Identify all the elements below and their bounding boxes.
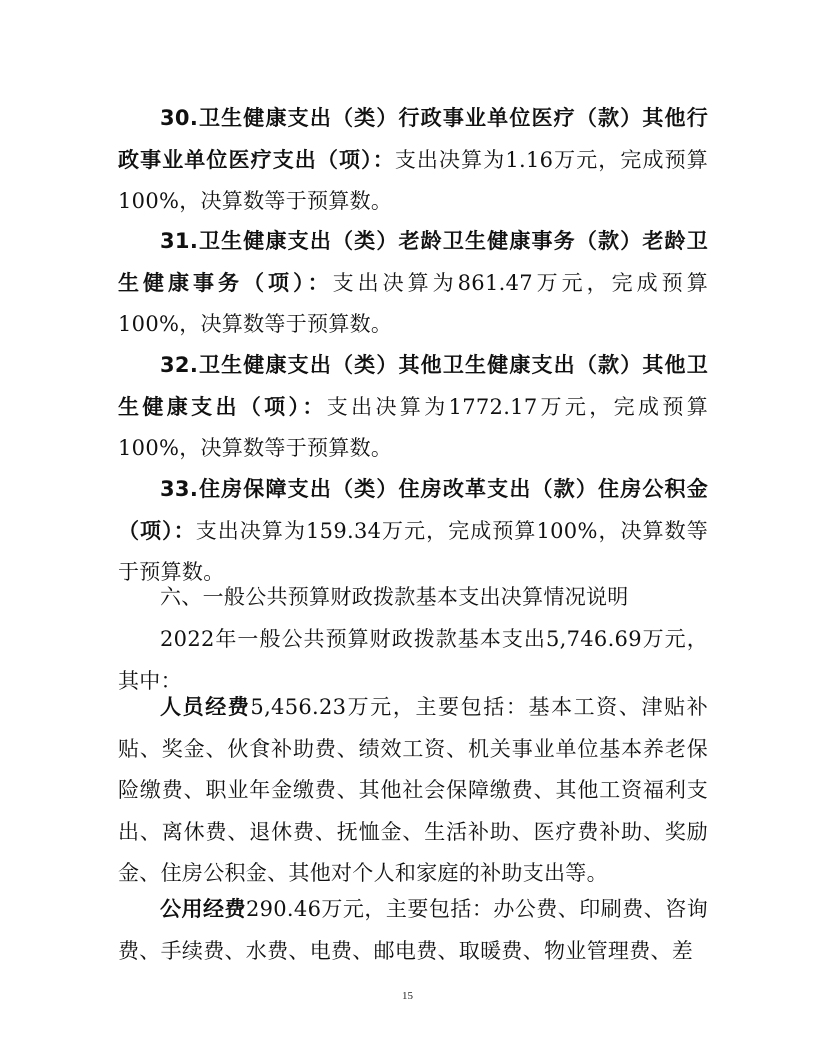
page-number: 15 [402,990,413,1002]
public-expense-paragraph [118,889,708,972]
public-expense-text: 290.46万元，主要包括：办公费、印刷费、咨询费、手续费、水费、电费、邮电费、取暖费、物业管理费、差 [118,897,708,963]
item-30-paragraph [118,98,708,223]
item-31-body: 支出决算为861.47万元，完成预算100%，决算数等于预算数。 [118,270,708,336]
item-33-body: 支出决算为159.34万元，完成预算100%，决算数等于预算数。 [118,518,708,584]
item-33-title: 33.住房保障支出（类）住房改革支出（款）住房公积金（项）： [118,477,708,543]
item-33-paragraph [118,469,708,594]
item-31-paragraph [118,221,708,346]
item-31-title: 31.卫生健康支出（类）老龄卫生健康事务（款）老龄卫生健康事务（项）： [118,229,708,295]
item-30-title: 30.卫生健康支出（类）行政事业单位医疗（款）其他行政事业单位医疗支出（项）： [118,106,708,172]
personnel-expense-label: 人员经费 [160,695,251,719]
public-expense-label: 公用经费 [160,897,246,921]
item-32-body: 支出决算为1772.17万元，完成预算100%，决算数等于预算数。 [118,394,709,460]
section-6-intro: 2022年一般公共预算财政拨款基本支出5,746.69万元，其中： [118,627,708,693]
item-32-paragraph [118,345,708,470]
personnel-expense-paragraph [118,687,708,895]
item-30-body: 支出决算为1.16万元，完成预算100%，决算数等于预算数。 [118,147,708,213]
item-32-title: 32.卫生健康支出（类）其他卫生健康支出（款）其他卫生健康支出（项）： [118,353,708,419]
personnel-expense-text: 5,456.23万元，主要包括：基本工资、津贴补贴、奖金、伙食补助费、绩效工资、机关事业单位基本养老保险缴费、职业年金缴费、其他社会保障缴费、其他工资福利支出、离休费、退休费、抚恤金、生活补助、医疗费补助、奖励金、住房公积金、其他对个人和家庭的补助支出等。 [118,695,708,885]
section-6-heading: 六、一般公共预算财政拨款基本支出决算情况说明 [160,585,629,609]
